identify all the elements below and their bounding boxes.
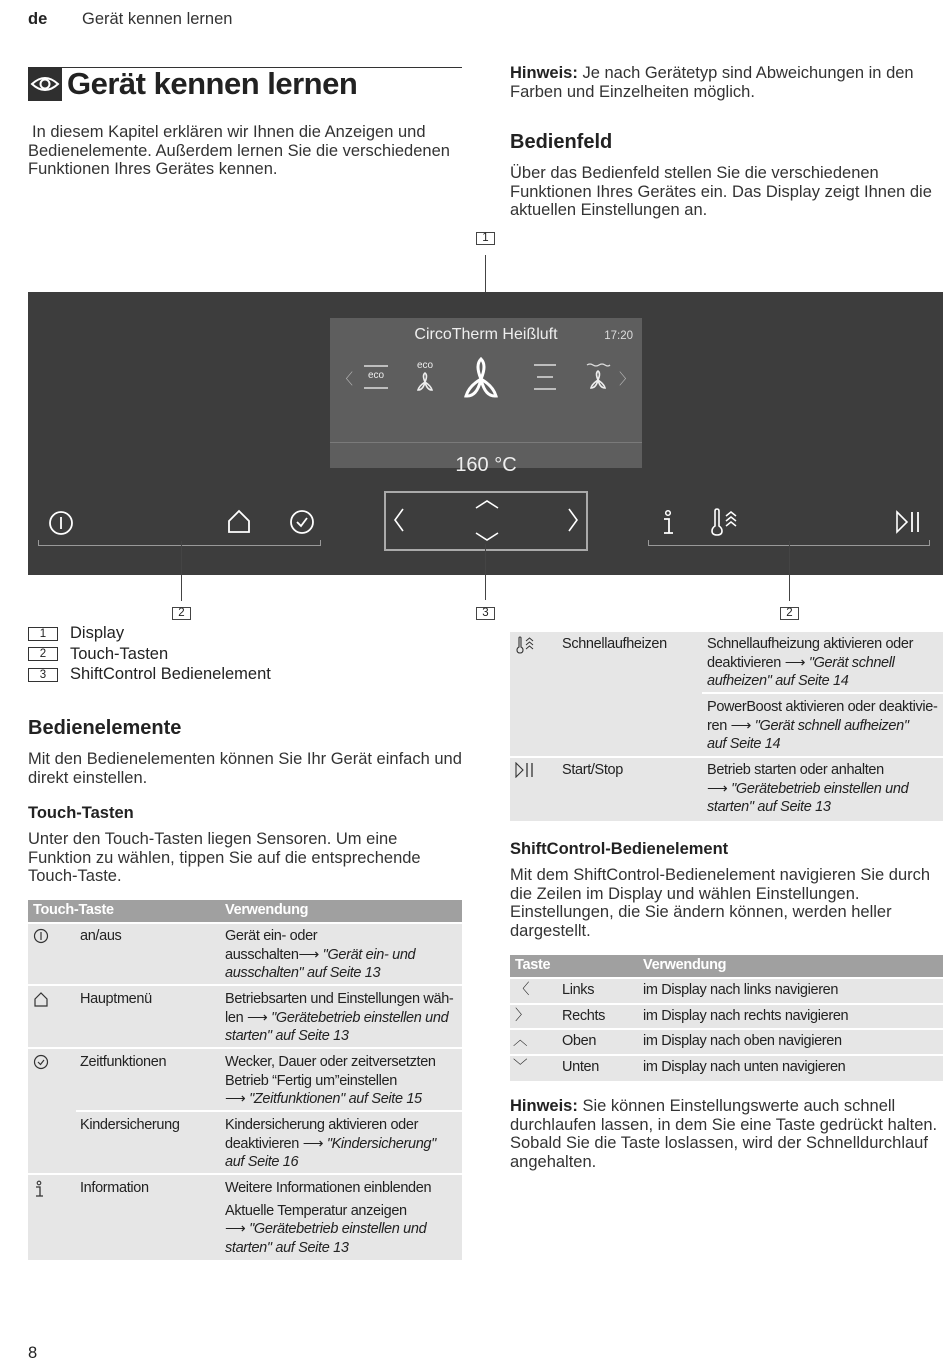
touch-text: Unter den Touch-Tasten liegen Sensoren. Um eine Funktion zu wählen, tippen Sie auf die entsprechende Touch-Taste. [28,830,421,885]
bedienelemente-text: Mit den Bedienelementen können Sie Ihr Gerät einfach und direkt einstellen. [28,750,462,787]
legend-item: 3 ShiftControl Bedienelement [28,664,271,685]
eco-fan-label: eco [416,360,434,371]
hinweis-2-label: Hinweis: [510,1097,578,1115]
header-lang: de [28,10,48,28]
shift-right-icon: 〉 [515,1007,530,1024]
shift-right-icon[interactable] [565,507,581,533]
start-stop-icon[interactable] [895,509,921,535]
row-kinder-name: Kindersicherung [80,1117,180,1133]
eco-fan-icon [412,360,438,394]
bedienfeld-heading: Bedienfeld [510,131,613,153]
display-mode: CircoTherm Heißluft [414,326,558,343]
rapid-heat-icon [515,636,539,654]
row-zeit-use: Wecker, Dauer oder zeitversetzten Betrieb “Fertig um”einstellen ⟶ "Zeitfunktionen" auf Seite 15 [225,1054,436,1107]
display-divider [330,442,642,443]
bedienfeld-text: Über das Bedienfeld stellen Sie die verschiedenen Funktionen Ihres Gerätes ein. Das Display zeigt Ihnen die aktuellen Einstellungen an. [510,164,932,219]
power-icon[interactable] [48,510,74,536]
callout-2-left: 2 [172,607,191,620]
table-row: ︿ Oben im Display nach oben navigieren [510,1030,943,1056]
row-start-use: Betrieb starten oder anhalten ⟶ "Gerätebetrieb einstellen und starten" auf Seite 13 [707,762,909,815]
page-title: Gerät kennen lernen [67,66,358,101]
clock-icon [33,1054,49,1070]
shift-table-body [510,979,943,1081]
row-schnell-name: Schnellaufheizen [562,636,667,652]
header-section: Gerät kennen lernen [82,10,233,28]
row-kinder-use: Kindersicherung aktivieren oder deaktivieren ⟶ "Kindersicherung" auf Seite 16 [225,1117,436,1170]
display-chevron-left-icon: 〈 [338,371,354,388]
eco-label: eco [367,370,385,381]
row-start-name: Start/Stop [562,762,623,778]
home-icon[interactable] [226,508,252,534]
hinweis-2-text: Sie können Einstellungswerte auch schnell durchlaufen lassen, in dem Sie eine Taste gedrückt halten. Sobald Sie die Taste loslassen, wird der Schnelldurchlauf angehalten. [510,1097,938,1171]
shift-table-header [510,955,943,977]
pizza-setting-icon [585,362,611,394]
top-bottom-heat-icon [531,362,559,392]
power-icon [33,928,49,944]
control-panel [28,292,943,575]
touch-table-continued [510,632,943,821]
rapid-heat-icon[interactable] [710,508,740,536]
row-anaus-use: Gerät ein- oder ausschalten⟶ "Gerät ein- und ausschalten" auf Seite 13 [225,928,416,981]
home-icon [33,991,49,1007]
row-powerboost-use: PowerBoost aktivieren oder deaktivie- ren ⟶ "Gerät schnell aufheizen" auf Seite 14 [707,699,938,752]
table-row: 〉 Rechts im Display nach rechts navigieren [510,1005,943,1031]
hinweis-1 [510,64,944,101]
row-info-name: Information [80,1180,149,1196]
row-haupt-name: Hauptmenü [80,991,152,1007]
shift-col2: Verwendung [643,957,727,973]
info-icon[interactable] [660,509,676,537]
shift-down-icon: ﹀ [513,1058,528,1075]
table-row: 〈 Links im Display nach links navigieren [510,979,943,1005]
display-temperature: 160 °C [455,454,517,476]
shift-text: Mit dem ShiftControl-Bedienelement navigieren Sie durch die Zeilen im Display und wählen Einstellungen. Einstellungen, die Sie ändern können, werden heller dargestellt. [510,866,931,940]
eye-icon [28,67,62,101]
intro-text: In diesem Kapitel erklären wir Ihnen die Anzeigen und Bedienelemente. Außerdem lernen Sie die verschiedenen Funktionen Ihres Gerätes kennen. [28,123,450,178]
legend [28,623,271,685]
left-keys-bracket [38,540,321,546]
shift-left-icon[interactable] [391,507,407,533]
bedienelemente-heading: Bedienelemente [28,717,182,739]
table-row: ﹀ Unten im Display nach unten navigieren [510,1056,943,1082]
shift-col1: Taste [515,957,551,973]
row-haupt-use: Betriebsarten und Einstellungen wäh- len ⟶ "Gerätebetrieb einstellen und starten" auf Seite 13 [225,991,454,1044]
display-chevron-right-icon: 〉 [618,371,634,388]
touch-table-header [28,900,462,922]
clock-icon[interactable] [289,509,315,535]
display-time: 17:20 [604,330,633,342]
shift-down-icon[interactable] [474,531,500,543]
start-stop-icon [515,762,535,778]
legend-item: 2 Touch-Tasten [28,644,271,665]
eco-heat-icon [362,362,390,392]
shift-heading: ShiftControl-Bedienelement [510,840,729,858]
callout-3-line [485,544,486,600]
row-anaus-name: an/aus [80,928,122,944]
callout-3: 3 [476,607,495,620]
hinweis-2 [510,1097,944,1171]
row-info-use: Weitere Informationen einblenden Aktuelle Temperatur anzeigen ⟶ "Gerätebetrieb einstellen und starten" auf Seite 13 [225,1180,432,1256]
info-icon [33,1180,45,1198]
callout-2-left-line [181,541,182,601]
hinweis-1-text: Je nach Gerätetyp sind Abweichungen in den Farben und Einzelheiten möglich. [510,64,914,101]
row-zeit-name: Zeitfunktionen [80,1054,167,1070]
touch-col2: Verwendung [225,902,309,918]
shiftcontrol [384,491,588,551]
shift-left-icon: 〈 [515,982,530,998]
display [330,318,642,476]
callout-1: 1 [476,232,495,245]
circotherm-fan-icon [458,356,504,402]
page-number: 8 [28,1344,38,1362]
legend-item: 1 Display [28,623,271,644]
touch-table-body [28,924,462,1260]
row-schnell-use: Schnellaufheizung aktivieren oder deaktivieren ⟶ "Gerät schnell aufheizen" auf Seite 14 [707,636,914,689]
callout-2-right-line [789,541,790,601]
callout-2-right: 2 [780,607,799,620]
shift-up-icon[interactable] [474,498,500,510]
hinweis-1-label: Hinweis: [510,64,578,82]
touch-heading: Touch-Tasten [28,804,134,822]
shift-up-icon: ︿ [513,1033,528,1049]
touch-col1: Touch-Taste [33,902,114,918]
